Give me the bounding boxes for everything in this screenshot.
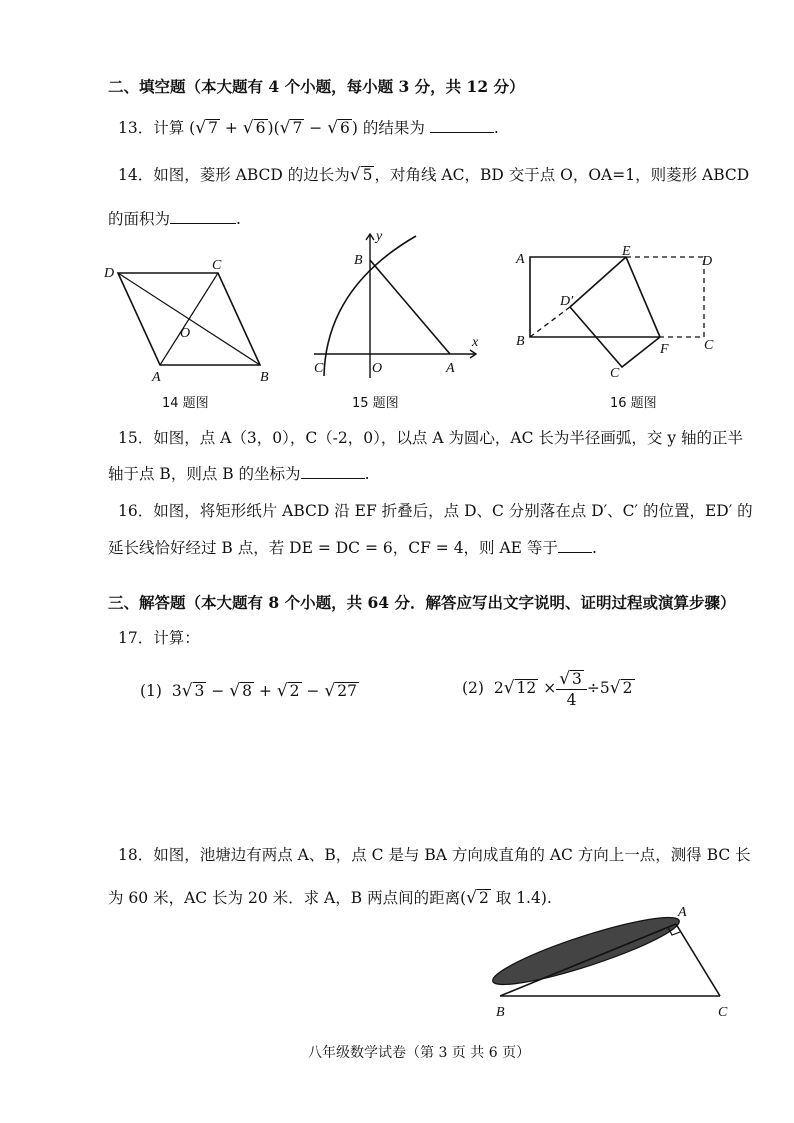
- question-18-line-2: 为 60 米，AC 长为 20 米．求 A，B 两点间的距离(√ 2 取 1.4).: [108, 888, 552, 908]
- q13-prefix: 13．计算: [118, 119, 185, 137]
- figure-16-folded-rectangle: [510, 245, 730, 385]
- q13-suffix: 的结果为: [362, 119, 425, 137]
- fig18-label-C: C: [718, 1005, 728, 1020]
- fig15-label-C: C: [314, 361, 324, 376]
- fig18-label-B: B: [496, 1005, 505, 1020]
- q17-part-1: (1) 3√ 3 − √ 8 + √ 2 − √ 27: [140, 681, 357, 701]
- fig16-label-E: E: [622, 244, 631, 259]
- figure-15-caption: 15 题图: [352, 396, 399, 411]
- figure-15-coordinate-arc: [308, 228, 488, 388]
- section-2-title: 二、填空题（本大题有 4 个小题，每小题 3 分，共 12 分）: [108, 77, 525, 96]
- figure-14-rhombus: [100, 255, 290, 385]
- fig16-label-F: F: [660, 342, 669, 357]
- fig16-label-B: B: [516, 334, 525, 349]
- q16-answer-blank: [558, 538, 592, 553]
- fig15-label-O: O: [372, 361, 383, 376]
- q15-answer-blank: [301, 464, 365, 479]
- page-footer: 八年级数学试卷（第 3 页 共 6 页）: [308, 1045, 531, 1061]
- figure-16-caption: 16 题图: [610, 396, 657, 411]
- fig16-label-C-prime: C: [610, 366, 620, 381]
- question-15-line-1: 15．如图，点 A（3，0），C（-2，0），以点 A 为圆心，AC 长为半径画弧，交 y 轴的正半: [118, 429, 744, 447]
- q13-answer-blank: [430, 118, 494, 133]
- fig15-label-x: x: [472, 335, 479, 350]
- fig15-label-B: B: [354, 253, 363, 268]
- fig15-label-y: y: [376, 229, 383, 244]
- fig15-label-A: A: [446, 361, 455, 376]
- fig16-label-D-prime: D′: [560, 294, 574, 309]
- question-18-line-1: 18．如图，池塘边有两点 A、B，点 C 是与 BA 方向成直角的 AC 方向上一点，测得 BC 长: [118, 846, 751, 864]
- fig14-label-C: C: [212, 258, 222, 273]
- fig18-label-A: A: [678, 905, 687, 920]
- q13-expression: (√ 7 + √ 6 )(√ 7 − √ 6 ): [189, 118, 358, 138]
- fig14-label-D: D: [104, 266, 115, 281]
- fig14-label-O: O: [180, 326, 191, 341]
- section-3-title: 三、解答题（本大题有 8 个小题，共 64 分．解答应写出文字说明、证明过程或演算步骤）: [108, 593, 736, 612]
- question-14-line-2: 的面积为 .: [108, 210, 241, 228]
- fig14-label-A: A: [152, 370, 161, 385]
- question-15-line-2: 轴于点 B，则点 B 的坐标为 .: [108, 465, 370, 483]
- fig16-label-A: A: [516, 252, 525, 267]
- figure-14-caption: 14 题图: [162, 396, 209, 411]
- figure-18-pond-triangle: [490, 898, 740, 1028]
- fig16-label-D: D: [702, 254, 713, 269]
- question-17-title: 17．计算：: [118, 629, 200, 647]
- question-14-line-1: 14．如图，菱形 ABCD 的边长为√ 5 ，对角线 AC，BD 交于点 O，OA=1，则菱形 ABCD: [118, 165, 750, 185]
- question-16-line-1: 16．如图，将矩形纸片 ABCD 沿 EF 折叠后，点 D、C 分别落在点 D′、C′ 的位置，ED′ 的: [118, 502, 753, 520]
- fig16-label-C: C: [704, 338, 714, 353]
- fig14-label-B: B: [260, 370, 269, 385]
- question-16-line-2: 延长线恰好经过 B 点，若 DE = DC = 6，CF = 4，则 AE 等于 .: [108, 539, 597, 557]
- question-13: 13．计算 (√ 7 + √ 6 )(√ 7 − √ 6 ) 的结果为 .: [118, 118, 499, 138]
- q14-answer-blank: [170, 209, 236, 224]
- q17-part-2: (2) 2√ 12 × $\frac{√ 3}{4}$ ÷5√ 2: [462, 668, 633, 709]
